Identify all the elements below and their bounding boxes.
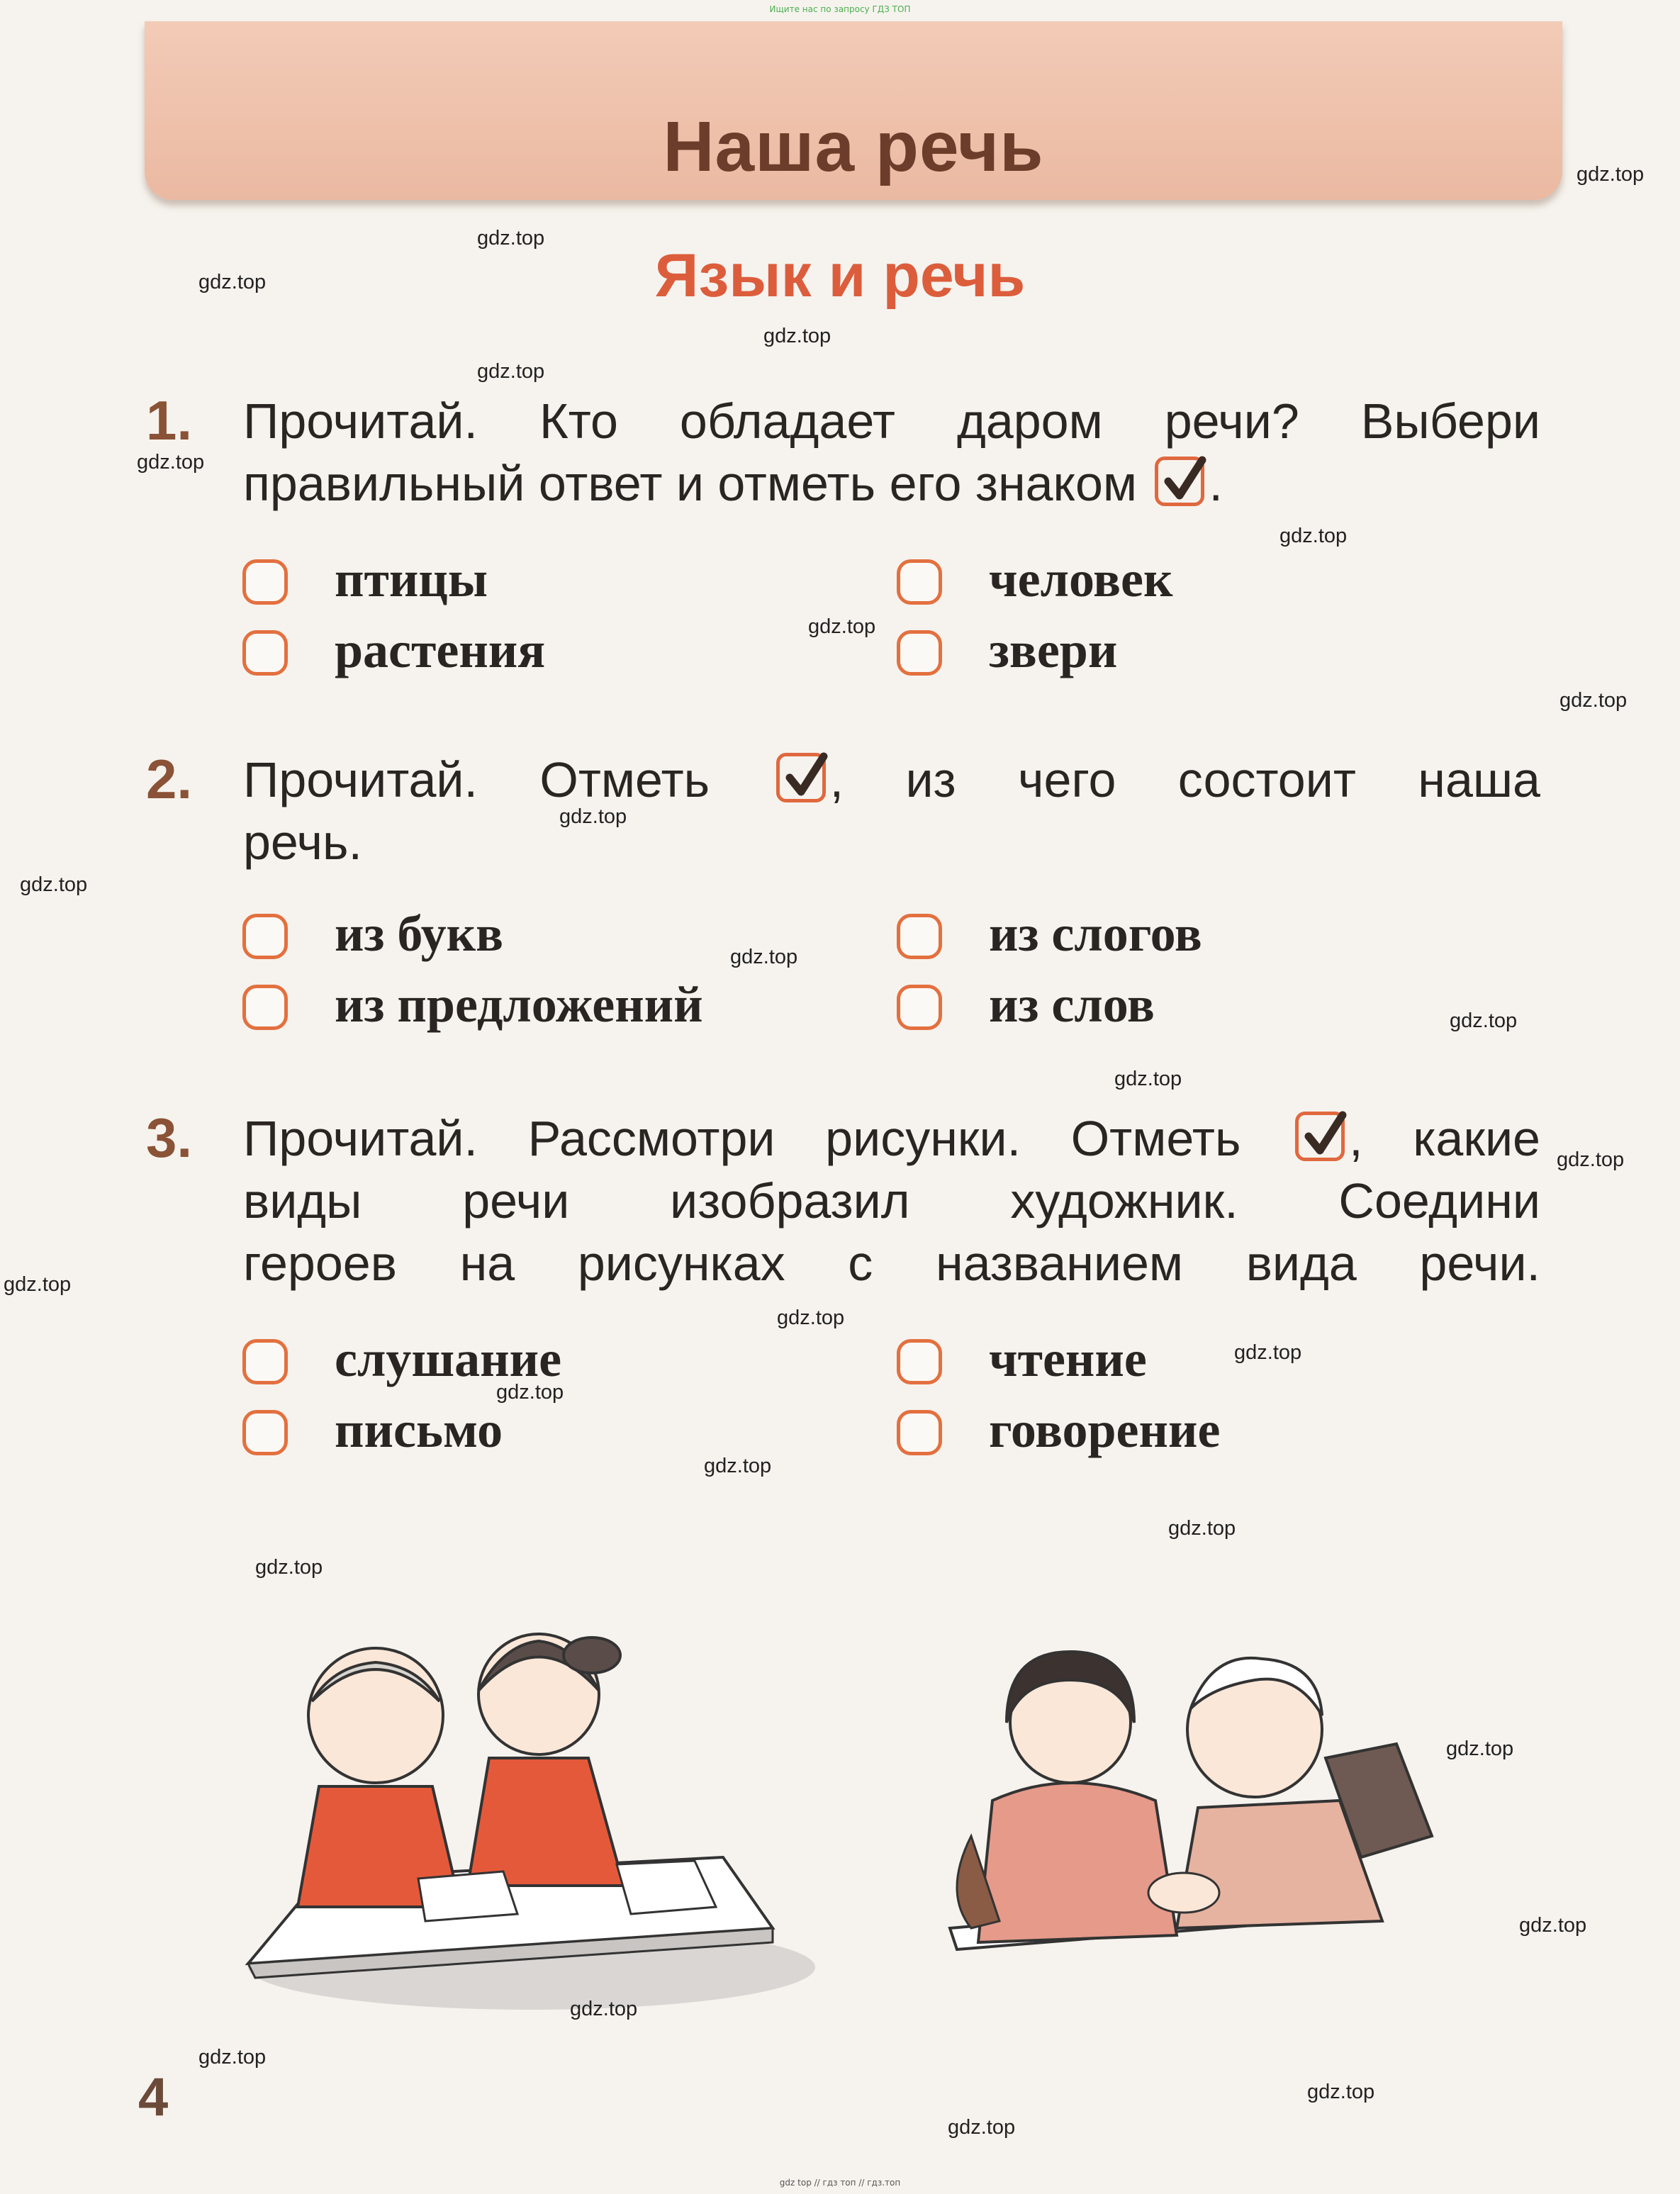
watermark: gdz.top [1446,1737,1514,1760]
exercise-1-number: 1. [146,389,193,452]
watermark: gdz.top [1234,1341,1302,1364]
watermark: gdz.top [477,227,545,250]
option-zveri[interactable] [897,624,1322,688]
exercise-2-text [243,749,1540,873]
exercise-3-number: 3. [146,1107,193,1169]
option-chtenie[interactable] [897,1333,1464,1397]
checkbox[interactable] [897,1410,942,1455]
option-label: из слов [989,976,1155,1033]
illustration-children [234,1623,1474,2020]
writing-girls-illustration [248,1634,815,2010]
page-title: Наша речь [663,107,1044,186]
checkbox[interactable] [897,985,942,1030]
exercise-3-line-1 [243,1107,1540,1170]
watermark: gdz.top [4,1273,72,1296]
option-label: человек [989,551,1173,608]
watermark: gdz.top [704,1455,772,1477]
exercise-3-line-2: виды речи изобразил художник. Соедини [243,1173,1540,1228]
option-label: птицы [335,551,488,608]
checkbox[interactable] [897,914,942,959]
option-ptitsy[interactable] [242,553,668,617]
exercise-3-line-3: героев на рисунках с названием вида речи. [243,1236,1540,1291]
watermark: gdz.top [255,1556,323,1579]
option-iz-slov[interactable] [897,978,1464,1042]
watermark: gdz.top [1279,525,1348,547]
exercise-2-line-1-text: Прочитай. Отметь [243,752,710,807]
option-iz-slogov[interactable] [897,907,1464,971]
option-govorenie[interactable] [897,1401,1464,1467]
watermark: gdz.top [808,615,876,638]
watermark: gdz.top [137,451,205,474]
exercise-2-line-1 [243,749,1540,811]
exercise-1-line-2 [243,452,1540,515]
option-iz-predlozheniy[interactable] [242,978,810,1042]
checkbox[interactable] [897,1339,942,1384]
check-sign-icon [1155,457,1204,506]
checkbox[interactable] [242,630,288,676]
exercise-1-text [243,390,1540,515]
check-sign-icon [776,753,826,802]
watermark: gdz.top [730,946,798,968]
watermark: gdz.top [1577,163,1645,186]
watermark: gdz.top [1307,2081,1375,2103]
exercise-1-line-2-text: правильный ответ и отметь его знаком [243,456,1138,511]
option-label: письмо [335,1401,503,1458]
option-label: растения [335,622,546,678]
watermark: gdz.top [763,325,831,347]
top-note: Ищите нас по запросу ГДЗ ТОП [769,4,911,14]
watermark: gdz.top [198,2046,267,2069]
watermark: gdz.top [570,1998,638,2020]
checkbox[interactable] [242,559,288,605]
checkbox[interactable] [242,1410,288,1455]
option-label: звери [989,622,1118,678]
option-iz-bukv[interactable] [242,907,810,971]
watermark: gdz.top [477,360,545,383]
exercise-2-number: 2. [146,748,193,810]
exercise-2-line-2: речь. [243,815,362,870]
option-rasteniya[interactable] [242,624,668,688]
option-label: чтение [989,1331,1147,1387]
section-subtitle: Язык и речь [654,242,1026,310]
watermark: gdz.top [1114,1068,1182,1090]
watermark: gdz.top [1168,1517,1236,1540]
talking-kids-illustration [950,1652,1432,1949]
exercise-1-line-2-end: . [1209,456,1223,511]
option-label: слушание [335,1331,562,1387]
checkbox[interactable] [242,985,288,1030]
watermark: gdz.top [1450,1009,1518,1032]
watermark: gdz.top [1557,1148,1625,1171]
check-sign-icon [1295,1112,1345,1161]
page-number: 4 [138,2067,169,2127]
exercise-3-line-1-end: , какие [1349,1111,1540,1166]
exercise-2-line-1-end: , из чего состоит наша [829,752,1540,807]
watermark: gdz.top [948,2116,1016,2139]
watermark: gdz.top [1519,1914,1587,1937]
checkbox[interactable] [897,559,942,605]
watermark: gdz.top [496,1381,564,1404]
option-label: говорение [989,1401,1221,1458]
watermark: gdz.top [777,1306,845,1329]
checkbox[interactable] [897,630,942,676]
option-label: из предложений [335,976,703,1033]
exercise-3-text [243,1107,1540,1294]
bottom-note: gdz top // гдз топ // гдз.топ [779,2178,901,2188]
option-label: из букв [335,905,504,962]
watermark: gdz.top [559,805,627,828]
checkbox[interactable] [242,1339,288,1384]
watermark: gdz.top [1559,689,1628,712]
option-chelovek[interactable] [897,553,1322,617]
option-label: из слогов [989,905,1202,962]
exercise-1-line-1: Прочитай. Кто обладает даром речи? Выбери [243,393,1540,449]
exercise-3-line-1-text: Прочитай. Рассмотри рисунки. Отметь [243,1111,1241,1166]
watermark: gdz.top [198,271,267,293]
checkbox[interactable] [242,914,288,959]
watermark: gdz.top [20,873,88,896]
